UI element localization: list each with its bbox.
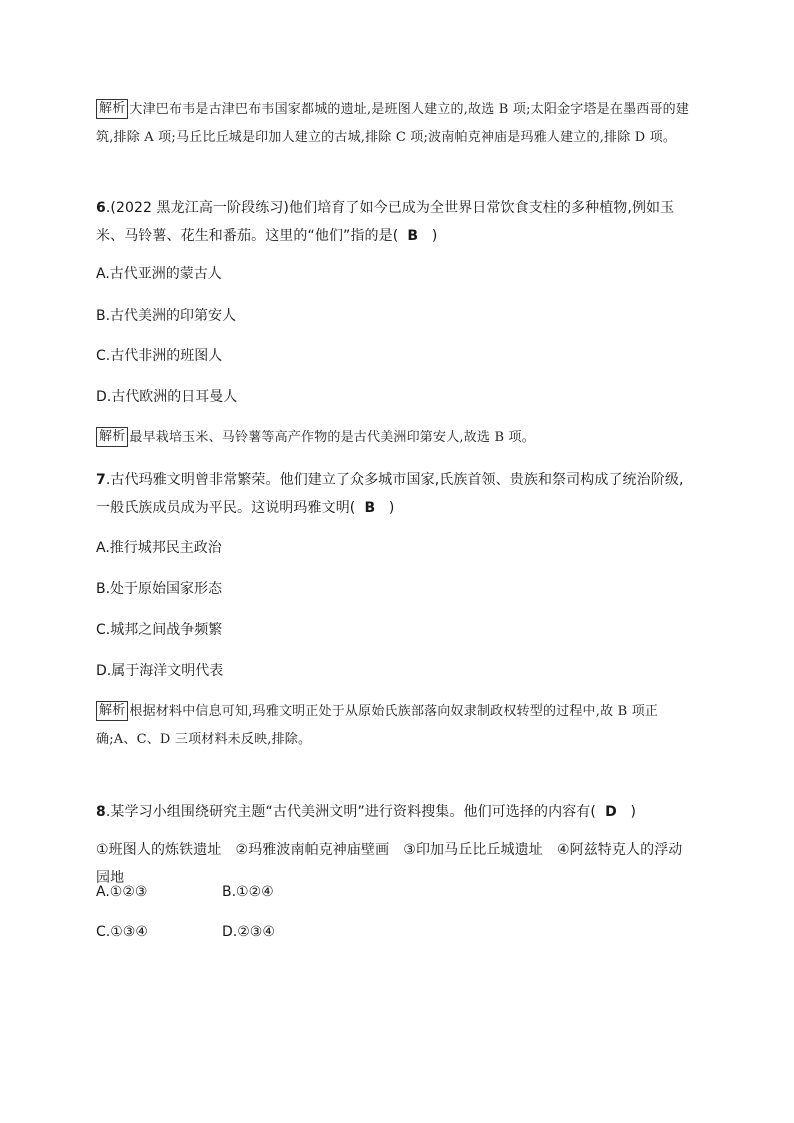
q8-option-b: B.①②④	[222, 884, 274, 900]
analysis-tag: 解析	[96, 701, 128, 721]
question-number: 6	[96, 200, 106, 216]
question-stem-end: )	[431, 228, 438, 244]
analysis-tag: 解析	[96, 99, 128, 119]
question-7	[96, 466, 696, 522]
q7-option-b: B.处于原始国家形态	[96, 581, 223, 597]
q7-option-d: D.属于海洋文明代表	[96, 663, 224, 679]
question-number: 8	[96, 804, 106, 820]
q5-analysis	[96, 96, 696, 152]
q8-option-a: A.①②③	[96, 884, 148, 900]
q8-items	[96, 808, 696, 892]
q6-analysis	[96, 424, 696, 452]
question-stem: .某学习小组围绕研究主题“古代美洲文明”进行资料搜集。他们可选择的内容有(	[105, 804, 596, 820]
q6-option-a: A.古代亚洲的蒙古人	[96, 266, 222, 282]
analysis-tag: 解析	[96, 427, 128, 447]
q7-analysis	[96, 698, 696, 754]
q6-option-c: C.古代非洲的班图人	[96, 348, 223, 364]
question-stem: .(2022 黑龙江高一阶段练习)他们培育了如今已成为全世界日常饮食支柱的多种植物,例如玉米、马铃薯、花生和番茄。这里的“他们”指的是(	[96, 200, 675, 244]
q6-option-b: B.古代美洲的印第安人	[96, 308, 237, 324]
analysis-text: 根据材料中信息可知,玛雅文明正处于从原始氏族部落向奴隶制政权转型的过程中,故 B 项正确;A、C、D 三项材料未反映,排除。	[96, 704, 659, 747]
q8-option-d: D.②③④	[222, 924, 275, 940]
analysis-text: 最早栽培玉米、马铃薯等高产作物的是古代美洲印第安人,故选 B 项。	[129, 430, 535, 445]
question-stem-end: )	[630, 804, 637, 820]
q7-option-c: C.城邦之间战争频繁	[96, 622, 223, 638]
q8-options-row-2	[96, 922, 696, 942]
q7-option-a: A.推行城邦民主政治	[96, 540, 222, 556]
question-stem: .古代玛雅文明曾非常繁荣。他们建立了众多城市国家,氏族首领、贵族和祭司构成了统治阶级,一般氏族成员成为平民。这说明玛雅文明(	[96, 472, 684, 516]
answer: D	[605, 804, 617, 820]
question-stem-end: )	[388, 500, 395, 516]
question-number: 7	[96, 472, 106, 488]
q8-items-text: ①班图人的炼铁遗址 ②玛雅波南帕克神庙壁画 ③印加马丘比丘城遗址 ④阿兹特克人的浮动园地	[96, 842, 683, 886]
answer: B	[364, 500, 376, 516]
question-6	[96, 194, 696, 250]
answer: B	[407, 228, 419, 244]
q8-option-c: C.①③④	[96, 924, 148, 940]
q6-option-d: D.古代欧洲的日耳曼人	[96, 389, 238, 405]
analysis-text: 大津巴布韦是古津巴布韦国家都城的遗址,是班图人建立的,故选 B 项;太阳金字塔是在墨西哥的建筑,排除 A 项;马丘比丘城是印加人建立的古城,排除 C 项;波南帕克神庙是玛雅人建立的,排除 D 项。	[96, 102, 690, 145]
q8-options-row-1	[96, 882, 696, 902]
